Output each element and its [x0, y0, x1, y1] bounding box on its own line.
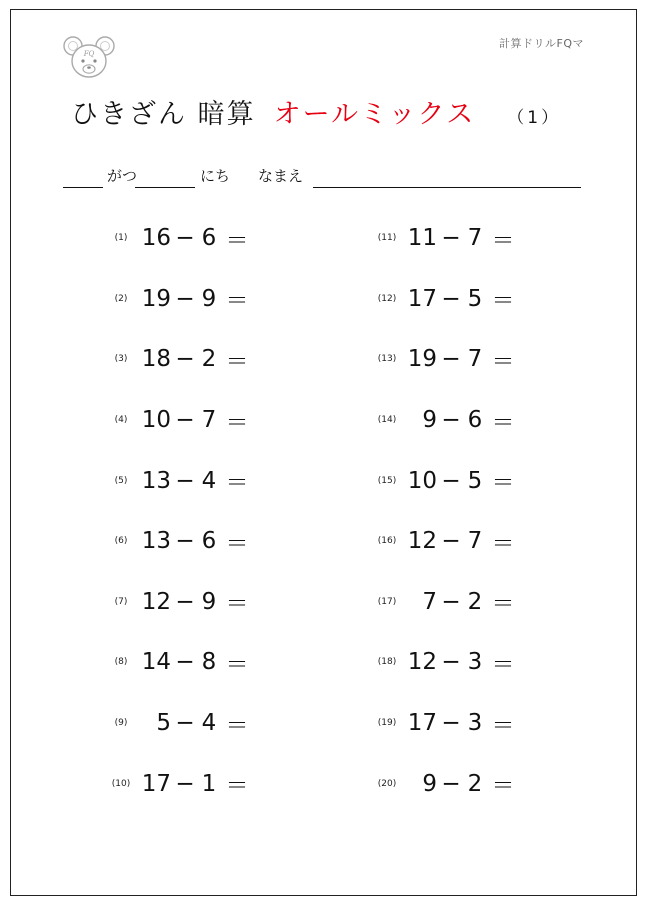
problem-11 — [367, 208, 627, 269]
bear-face-icon — [63, 34, 115, 82]
minuend: 17 — [407, 285, 437, 312]
worksheet-number: （1） — [507, 108, 562, 128]
day-field[interactable] — [135, 187, 195, 188]
minuend: 13 — [141, 528, 171, 555]
month-field[interactable] — [63, 187, 103, 188]
subtrahend: 7 — [467, 528, 483, 555]
subtrahend: 5 — [467, 467, 483, 494]
name-field[interactable] — [313, 187, 581, 188]
problem-8 — [101, 632, 361, 693]
minuend: 11 — [407, 225, 437, 252]
subtrahend: 6 — [201, 528, 217, 555]
minus-sign: − — [441, 710, 461, 737]
problem-number: (15) — [377, 475, 397, 486]
minuend: 17 — [407, 710, 437, 737]
subtrahend: 9 — [201, 588, 217, 615]
equals-sign: ＝ — [491, 348, 515, 375]
problem-18 — [367, 632, 627, 693]
minuend: 17 — [141, 770, 171, 797]
problem-number: (7) — [114, 596, 128, 607]
equals-sign: ＝ — [491, 591, 515, 618]
minus-sign: − — [175, 225, 195, 252]
minuend: 19 — [141, 285, 171, 312]
problem-2 — [101, 269, 361, 330]
minus-sign: − — [175, 649, 195, 676]
minus-sign: − — [441, 588, 461, 615]
minus-sign: − — [441, 407, 461, 434]
problem-15 — [367, 450, 627, 511]
subtrahend: 6 — [201, 225, 217, 252]
problem-column-left — [101, 208, 361, 814]
equals-sign: ＝ — [491, 288, 515, 315]
problem-number: (1) — [114, 233, 128, 244]
equals-sign: ＝ — [225, 712, 249, 739]
minus-sign: − — [441, 285, 461, 312]
minus-sign: − — [175, 407, 195, 434]
minus-sign: − — [441, 346, 461, 373]
equals-sign: ＝ — [225, 773, 249, 800]
problem-20 — [367, 753, 627, 814]
subtrahend: 4 — [201, 467, 217, 494]
subtrahend: 6 — [467, 407, 483, 434]
problem-9 — [101, 693, 361, 754]
equals-sign: ＝ — [491, 530, 515, 557]
problem-1 — [101, 208, 361, 269]
equals-sign: ＝ — [225, 530, 249, 557]
equals-sign: ＝ — [491, 227, 515, 254]
minuend: 18 — [141, 346, 171, 373]
problem-number: (16) — [377, 536, 397, 547]
minus-sign: − — [175, 710, 195, 737]
title-main: ひきざん 暗算 — [71, 99, 256, 130]
equals-sign: ＝ — [491, 712, 515, 739]
subtrahend: 3 — [467, 649, 483, 676]
brand-label: 計算ドリルFQマ — [499, 37, 584, 50]
subtrahend: 5 — [467, 285, 483, 312]
minuend: 10 — [407, 467, 437, 494]
equals-sign: ＝ — [225, 348, 249, 375]
minus-sign: − — [175, 528, 195, 555]
subtrahend: 7 — [467, 346, 483, 373]
minuend: 13 — [141, 467, 171, 494]
problem-7 — [101, 572, 361, 633]
minus-sign: − — [175, 467, 195, 494]
minus-sign: − — [441, 528, 461, 555]
month-label: がつ — [107, 167, 138, 185]
problem-number: (6) — [114, 536, 128, 547]
problem-number: (10) — [111, 778, 131, 789]
equals-sign: ＝ — [225, 591, 249, 618]
minuend: 14 — [141, 649, 171, 676]
minus-sign: − — [175, 285, 195, 312]
page-title — [71, 92, 561, 131]
equals-sign: ＝ — [225, 470, 249, 497]
equals-sign: ＝ — [491, 773, 515, 800]
subtrahend: 8 — [201, 649, 217, 676]
minuend: 12 — [407, 528, 437, 555]
worksheet — [10, 9, 637, 896]
minuend: 19 — [407, 346, 437, 373]
problem-number: (13) — [377, 354, 397, 365]
problem-number: (5) — [114, 475, 128, 486]
subtrahend: 4 — [201, 710, 217, 737]
problem-number: (17) — [377, 596, 397, 607]
problem-3 — [101, 329, 361, 390]
problem-number: (3) — [114, 354, 128, 365]
minuend: 10 — [141, 407, 171, 434]
minus-sign: − — [441, 649, 461, 676]
subtrahend: 2 — [467, 770, 483, 797]
problem-4 — [101, 390, 361, 451]
day-label: にち — [200, 167, 231, 185]
minuend: 9 — [422, 407, 437, 434]
problem-6 — [101, 511, 361, 572]
minuend: 12 — [141, 588, 171, 615]
equals-sign: ＝ — [225, 651, 249, 678]
problem-19 — [367, 693, 627, 754]
subtrahend: 7 — [467, 225, 483, 252]
problem-number: (19) — [377, 718, 397, 729]
problem-5 — [101, 450, 361, 511]
subtrahend: 3 — [467, 710, 483, 737]
subtrahend: 9 — [201, 285, 217, 312]
problem-number: (12) — [377, 293, 397, 304]
logo-text: FQ — [83, 50, 95, 58]
equals-sign: ＝ — [225, 227, 249, 254]
equals-sign: ＝ — [491, 651, 515, 678]
minuend: 7 — [422, 588, 437, 615]
date-name-row — [63, 160, 583, 190]
problem-17 — [367, 572, 627, 633]
title-accent: オールミックス — [273, 99, 476, 130]
subtrahend: 2 — [467, 588, 483, 615]
minus-sign: − — [441, 770, 461, 797]
problem-number: (8) — [114, 657, 128, 668]
minuend: 12 — [407, 649, 437, 676]
problem-number: (11) — [377, 233, 397, 244]
problem-number: (2) — [114, 293, 128, 304]
subtrahend: 1 — [201, 770, 217, 797]
minus-sign: − — [175, 346, 195, 373]
problem-number: (4) — [114, 415, 128, 426]
minus-sign: − — [175, 588, 195, 615]
problem-number: (20) — [377, 778, 397, 789]
problem-14 — [367, 390, 627, 451]
minus-sign: − — [441, 225, 461, 252]
equals-sign: ＝ — [225, 288, 249, 315]
name-label: なまえ — [258, 167, 304, 185]
problem-number: (9) — [114, 718, 128, 729]
problem-10 — [101, 753, 361, 814]
problem-16 — [367, 511, 627, 572]
equals-sign: ＝ — [491, 470, 515, 497]
minuend: 16 — [141, 225, 171, 252]
subtrahend: 7 — [201, 407, 217, 434]
equals-sign: ＝ — [225, 409, 249, 436]
problem-column-right — [367, 208, 627, 814]
subtrahend: 2 — [201, 346, 217, 373]
problem-12 — [367, 269, 627, 330]
problem-13 — [367, 329, 627, 390]
minus-sign: − — [441, 467, 461, 494]
problem-number: (18) — [377, 657, 397, 668]
minuend: 5 — [156, 710, 171, 737]
minuend: 9 — [422, 770, 437, 797]
problem-number: (14) — [377, 415, 397, 426]
minus-sign: − — [175, 770, 195, 797]
equals-sign: ＝ — [491, 409, 515, 436]
